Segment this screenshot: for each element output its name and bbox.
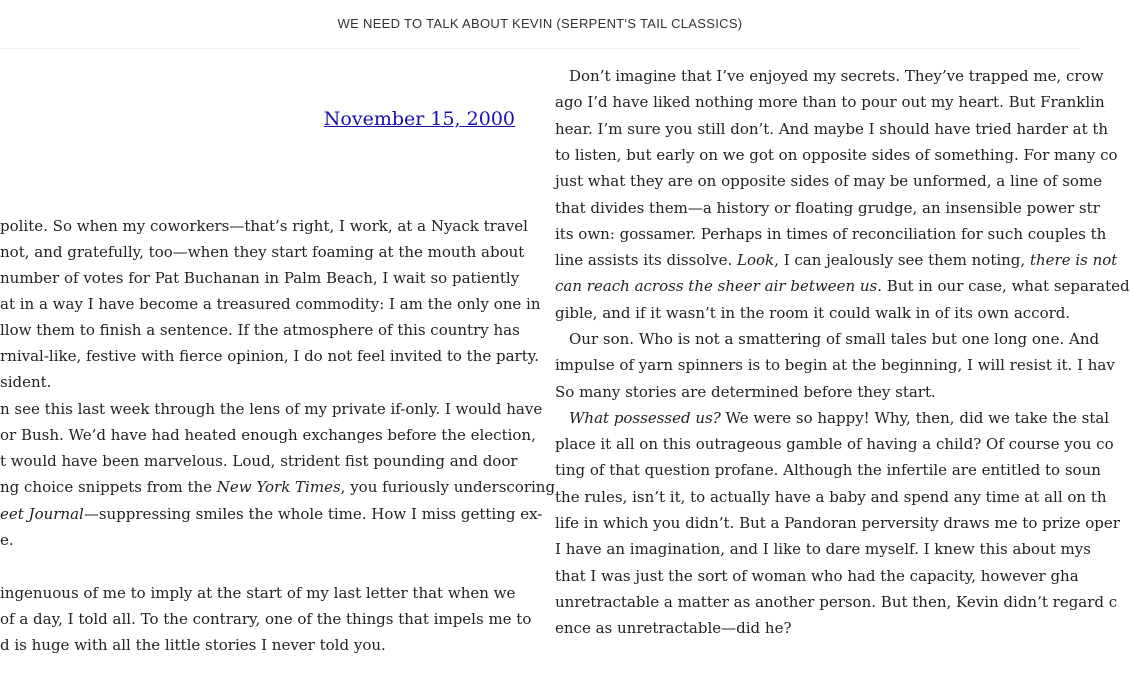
text-line: the rules, isn’t it, to actually have a baby and spend any time at all on th xyxy=(555,488,1107,506)
text-line: ago I’d have liked nothing more than to pour out my heart. But Franklin xyxy=(555,93,1105,111)
text-line: n see this last week through the lens of my private if-only. I would have xyxy=(0,400,543,418)
text-line: place it all on this outrageous gamble of having a child? Of course you co xyxy=(555,435,1114,453)
text-span: , I can jealously see them noting, xyxy=(774,251,1030,269)
text-line: impulse of yarn spinners is to begin at the beginning, I will resist it. I hav xyxy=(555,356,1115,374)
text-line: unretractable a matter as another person. But then, Kevin didn’t regard c xyxy=(555,593,1118,611)
text-line: ting of that question profane. Although the infertile are entitled to soun xyxy=(555,461,1101,479)
text-line: gible, and if it wasn’t in the room it could walk in of its own accord. xyxy=(555,304,1071,322)
text-line: e. xyxy=(0,531,14,549)
text-line: just what they are on opposite sides of may be unformed, a line of some xyxy=(555,172,1103,190)
text-line: that I was just the sort of woman who had the capacity, however gha xyxy=(555,567,1079,585)
italic-text: there is not xyxy=(1029,251,1118,269)
text-line: of a day, I told all. To the contrary, one of the things that impels me to xyxy=(0,610,532,628)
book-title: WE NEED TO TALK ABOUT KEVIN (SERPENT'S TAIL CLASSICS) xyxy=(337,16,743,31)
text-line: d is huge with all the little stories I never told you. xyxy=(0,636,386,654)
text-line: hear. I’m sure you still don’t. And maybe I should have tried harder at th xyxy=(555,120,1109,138)
text-span: , you furiously underscoring xyxy=(340,478,556,496)
text-line: I have an imagination, and I like to dare myself. I knew this about mys xyxy=(555,540,1091,558)
italic-text: Look xyxy=(737,251,775,269)
text-line: that divides them—a history or floating grudge, an insensible power str xyxy=(555,199,1100,217)
text-line: ingenuous of me to imply at the start of my last letter that when we xyxy=(0,584,516,602)
text-line: at in a way I have become a treasured commodity: I am the only one in xyxy=(0,295,541,313)
right-page xyxy=(555,0,1130,675)
text-span: ng choice snippets from the xyxy=(0,478,217,496)
text-line: So many stories are determined before they start. xyxy=(555,383,936,401)
text-line: llow them to finish a sentence. If the atmosphere of this country has xyxy=(0,321,520,339)
text-line: ence as unretractable—did he? xyxy=(555,619,792,637)
text-line: polite. So when my coworkers—that’s right, I work, at a Nyack travel xyxy=(0,217,528,235)
text-line xyxy=(555,405,1109,431)
text-line: not, and gratefully, too—when they start foaming at the mouth about xyxy=(0,243,525,261)
text-line: t would have been marvelous. Loud, strident fist pounding and door xyxy=(0,452,518,470)
text-line: life in which you didn’t. But a Pandoran perversity draws me to prize oper xyxy=(555,514,1120,532)
text-line: to listen, but early on we got on opposite sides of something. For many co xyxy=(555,146,1118,164)
italic-text: What possessed us? xyxy=(569,409,721,427)
text-span: —suppressing smiles the whole time. How I miss getting ex- xyxy=(83,505,543,523)
text-line xyxy=(555,247,1117,273)
italic-title: eet Journal xyxy=(0,505,84,523)
italic-text: can reach across the sheer air between us xyxy=(555,277,878,295)
text-line: its own: gossamer. Perhaps in times of reconciliation for such couples th xyxy=(555,225,1107,243)
text-line: sident. xyxy=(0,373,52,391)
text-line: Don’t imagine that I’ve enjoyed my secrets. They’ve trapped me, crow xyxy=(569,67,1104,85)
text-line: rnival-like, festive with fierce opinion, I do not feel invited to the party. xyxy=(0,347,539,365)
italic-title: New York Times xyxy=(216,478,341,496)
text-span: We were so happy! Why, then, did we take the stal xyxy=(720,409,1110,427)
chapter-date-link[interactable]: November 15, 2000 xyxy=(323,108,515,130)
text-line: number of votes for Pat Buchanan in Palm Beach, I wait so patiently xyxy=(0,269,520,287)
text-span: line assists its dissolve. xyxy=(555,251,738,269)
text-line xyxy=(0,474,556,500)
text-line: Our son. Who is not a smattering of small tales but one long one. And xyxy=(569,330,1100,348)
text-line xyxy=(0,501,543,527)
text-line: or Bush. We’d have had heated enough exchanges before the election, xyxy=(0,426,536,444)
text-span: . But in our case, what separated xyxy=(877,277,1130,295)
text-line xyxy=(555,273,1130,299)
